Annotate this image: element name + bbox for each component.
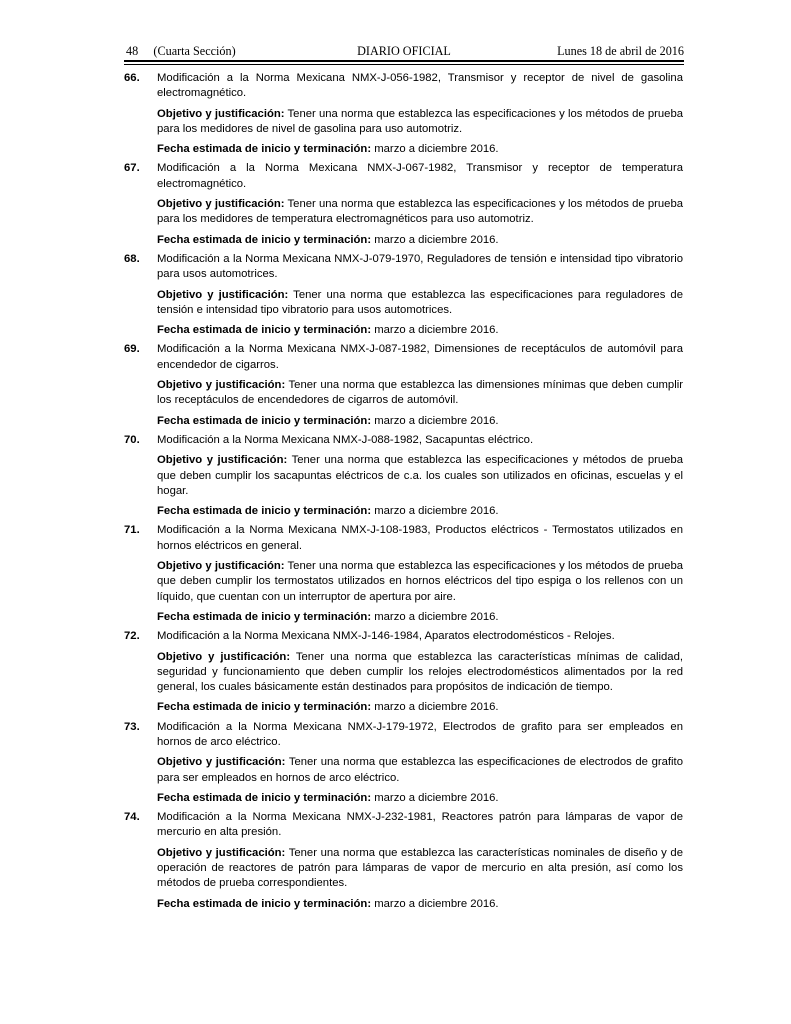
entry-number: 72.	[124, 630, 140, 643]
entry-title: Modificación a la Norma Mexicana NMX-J-079-1970, Reguladores de tensión e intensidad tipo vibratorio para usos automotrices.	[157, 252, 683, 281]
objective-text: Tener una norma que establezca las dimensiones mínimas que deben cumplir los receptáculos de encendedores de cigarros de automóvil.	[157, 379, 683, 407]
header-date: Lunes 18 de abril de 2016	[557, 44, 684, 58]
entry-objective	[157, 378, 683, 409]
objective-text: Tener una norma que establezca las especificaciones para reguladores de tensión e intensidad tipo vibratorio para usos automotrices.	[157, 288, 683, 316]
entry-number: 66.	[124, 72, 140, 84]
entry-objective	[157, 559, 683, 605]
entry-date	[157, 142, 683, 157]
entry-date	[157, 414, 683, 429]
entry-objective	[157, 288, 683, 319]
entry-date	[157, 504, 683, 519]
entry-objective	[157, 650, 683, 696]
entry-73	[124, 720, 683, 806]
entry-title: Modificación a la Norma Mexicana NMX-J-067-1982, Transmisor y receptor de temperatura electromagnético.	[157, 162, 683, 190]
date-text: marzo a diciembre 2016.	[374, 143, 499, 156]
document-content	[124, 71, 683, 916]
entry-67	[124, 161, 683, 247]
objective-label: Objetivo y justificación:	[157, 198, 285, 211]
entry-title: Modificación a la Norma Mexicana NMX-J-087-1982, Dimensiones de receptáculos de automóvil para encendedor de cigarros.	[157, 343, 683, 371]
date-text: marzo a diciembre 2016.	[374, 701, 499, 714]
header-publication: DIARIO OFICIAL	[357, 44, 451, 58]
objective-label: Objetivo y justificación:	[157, 454, 288, 467]
entry-date	[157, 897, 683, 912]
objective-label: Objetivo y justificación:	[157, 288, 289, 301]
entry-title: Modificación a la Norma Mexicana NMX-J-232-1981, Reactores patrón para lámparas de vapor de mercurio en alta presión.	[157, 811, 683, 839]
entry-number: 73.	[124, 720, 140, 733]
entry-title: Modificación a la Norma Mexicana NMX-J-179-1972, Electrodos de grafito para ser empleados en hornos de arco eléctrico.	[157, 720, 683, 748]
entry-date	[157, 610, 683, 625]
objective-text: Tener una norma que establezca las especificaciones y los métodos de prueba para los medidores de temperatura electromagnéticos para uso automotriz.	[157, 198, 684, 226]
date-text: marzo a diciembre 2016.	[374, 414, 499, 427]
entry-number: 68.	[124, 252, 140, 265]
entry-number: 70.	[124, 433, 140, 446]
entry-number: 71.	[124, 524, 140, 537]
entry-71	[124, 523, 683, 625]
date-text: marzo a diciembre 2016.	[374, 233, 499, 246]
date-text: marzo a diciembre 2016.	[374, 897, 499, 910]
header-rule-thick	[124, 60, 684, 62]
date-label: Fecha estimada de inicio y terminación:	[157, 324, 372, 337]
objective-text: Tener una norma que establezca las especificaciones y métodos de prueba que deben cumplir los sacapuntas eléctricos de c.a. los cuales son utilizados en oficinas, escuelas y el hogar.	[157, 454, 683, 497]
date-label: Fecha estimada de inicio y terminación:	[157, 143, 372, 156]
entry-title: Modificación a la Norma Mexicana NMX-J-088-1982, Sacapuntas eléctrico.	[157, 433, 534, 446]
entry-70	[124, 433, 683, 519]
entry-objective	[157, 846, 683, 892]
entry-date	[157, 233, 683, 248]
date-label: Fecha estimada de inicio y terminación:	[157, 701, 372, 714]
entry-number: 69.	[124, 343, 140, 356]
date-text: marzo a diciembre 2016.	[374, 610, 499, 623]
date-label: Fecha estimada de inicio y terminación:	[157, 233, 372, 246]
objective-label: Objetivo y justificación:	[157, 650, 291, 663]
objective-label: Objetivo y justificación:	[157, 560, 285, 573]
entry-objective	[157, 453, 683, 499]
entry-69	[124, 342, 683, 428]
date-label: Fecha estimada de inicio y terminación:	[157, 791, 372, 804]
header-page-section: 48 (Cuarta Sección)	[126, 44, 236, 58]
entry-title: Modificación a la Norma Mexicana NMX-J-108-1983, Productos eléctricos - Termostatos utilizados en hornos eléctricos en general.	[157, 524, 683, 552]
entry-74	[124, 810, 683, 912]
objective-text: Tener una norma que establezca las especificaciones y los métodos de prueba para los medidores de nivel de gasolina para uso automotriz.	[157, 107, 684, 135]
entry-68	[124, 252, 683, 338]
date-label: Fecha estimada de inicio y terminación:	[157, 505, 372, 518]
objective-text: Tener una norma que establezca las especificaciones de electrodos de grafito para ser empleados en hornos de arco eléctrico.	[157, 756, 683, 784]
date-text: marzo a diciembre 2016.	[374, 505, 499, 518]
date-text: marzo a diciembre 2016.	[374, 324, 499, 337]
objective-label: Objetivo y justificación:	[157, 756, 286, 769]
objective-label: Objetivo y justificación:	[157, 107, 285, 120]
entry-objective	[157, 197, 683, 228]
entry-72	[124, 629, 683, 715]
date-label: Fecha estimada de inicio y terminación:	[157, 897, 372, 910]
date-label: Fecha estimada de inicio y terminación:	[157, 610, 372, 623]
header-rule-thin	[124, 64, 684, 65]
objective-text: Tener una norma que establezca las características mínimas de calidad, seguridad y funcionamiento que deben cumplir los relojes electrodomésticos alimentados por la red general, los cuales básicamente están destinados para propósitos de indicación de tiempo.	[157, 650, 683, 694]
entry-date	[157, 700, 683, 715]
date-label: Fecha estimada de inicio y terminación:	[157, 414, 372, 427]
entry-date	[157, 323, 683, 338]
entry-66	[124, 71, 683, 157]
entry-number: 67.	[124, 162, 140, 175]
entry-title: Modificación a la Norma Mexicana NMX-J-056-1982, Transmisor y receptor de nivel de gasolina electromagnético.	[157, 72, 683, 100]
entry-date	[157, 791, 683, 806]
objective-label: Objetivo y justificación:	[157, 846, 286, 859]
date-text: marzo a diciembre 2016.	[374, 791, 499, 804]
objective-label: Objetivo y justificación:	[157, 379, 286, 392]
entry-objective	[157, 755, 683, 786]
entry-title: Modificación a la Norma Mexicana NMX-J-146-1984, Aparatos electrodomésticos - Relojes.	[157, 630, 615, 643]
objective-text: Tener una norma que establezca las características nominales de diseño y de operación de reactores de patrón para lámparas de vapor de mercurio en alta presión, así como los métodos de prueba correspondientes.	[157, 846, 683, 890]
entry-objective	[157, 107, 683, 138]
objective-text: Tener una norma que establezca las especificaciones y los métodos de prueba que deben cumplir los termostatos utilizados en hornos eléctricos del tipo espiga o los rellenos con un líquido, que cuentan con un interruptor de apertura por aire.	[157, 560, 684, 603]
entry-number: 74.	[124, 811, 140, 824]
